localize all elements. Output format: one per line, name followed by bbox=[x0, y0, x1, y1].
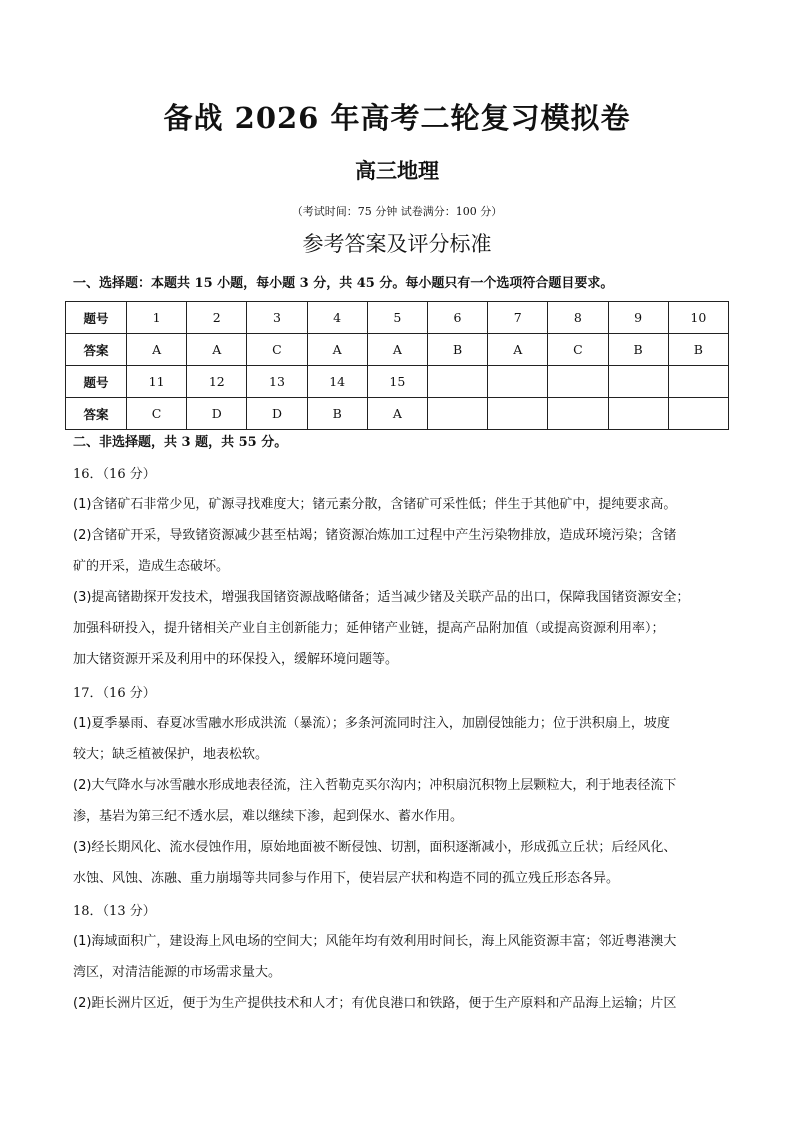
table-row bbox=[66, 302, 729, 334]
table-cell: A bbox=[187, 334, 247, 366]
row-label-question: 题号 bbox=[66, 366, 127, 398]
answer-line: (1)海域面积广，建设海上风电场的空间大；风能年均有效利用时间长，海上风能资源丰富；邻近粤港澳大 bbox=[73, 934, 677, 949]
answer-line: (2)含锗矿开采，导致锗资源减少甚至枯竭；锗资源冶炼加工过程中产生污染物排放，造成环境污染；含锗 bbox=[73, 528, 677, 543]
table-cell bbox=[668, 366, 728, 398]
row-label-answer: 答案 bbox=[66, 334, 127, 366]
table-cell: 15 bbox=[367, 366, 427, 398]
table-cell: 5 bbox=[367, 302, 427, 334]
table-row bbox=[66, 366, 729, 398]
table-cell: 6 bbox=[427, 302, 487, 334]
table-cell bbox=[427, 398, 487, 430]
table-cell: 10 bbox=[668, 302, 728, 334]
answer-line: (1)夏季暴雨、春夏冰雪融水形成洪流（暴流）；多条河流同时注入，加剧侵蚀能力；位于洪积扇上，坡度 bbox=[73, 716, 670, 731]
question-16-answer bbox=[73, 489, 733, 675]
table-cell: C bbox=[247, 334, 307, 366]
answer-line: 加强科研投入，提升锗相关产业自主创新能力；延伸锗产业链，提高产品附加值（或提高资源利用率）； bbox=[73, 621, 665, 636]
answer-line: 渗，基岩为第三纪不透水层，难以继续下渗，起到保水、蓄水作用。 bbox=[73, 809, 464, 824]
answer-line: (3)经长期风化、流水侵蚀作用，原始地面被不断侵蚀、切割，面积逐渐减小，形成孤立丘状；后经风化、 bbox=[73, 840, 677, 855]
answer-line: (2)距长洲片区近，便于为生产提供技术和人才；有优良港口和铁路，便于生产原料和产品海上运输；片区 bbox=[73, 996, 677, 1011]
table-cell bbox=[427, 366, 487, 398]
question-18-heading: 18．（13 分） bbox=[73, 904, 156, 919]
table-cell bbox=[608, 366, 668, 398]
table-cell: D bbox=[187, 398, 247, 430]
table-cell: 9 bbox=[608, 302, 668, 334]
table-cell: 8 bbox=[548, 302, 608, 334]
answer-line: 较大；缺乏植被保护，地表松软。 bbox=[73, 747, 269, 762]
question-18-answer bbox=[73, 926, 733, 1019]
table-cell: B bbox=[427, 334, 487, 366]
question-16-heading: 16．（16 分） bbox=[73, 467, 156, 482]
table-cell: C bbox=[127, 398, 187, 430]
answer-line: 矿的开采，造成生态破坏。 bbox=[73, 559, 230, 574]
table-cell bbox=[488, 398, 548, 430]
table-cell: 12 bbox=[187, 366, 247, 398]
question-17-answer bbox=[73, 708, 733, 894]
answer-line: 湾区，对清洁能源的市场需求量大。 bbox=[73, 965, 282, 980]
table-cell bbox=[548, 398, 608, 430]
table-cell: A bbox=[127, 334, 187, 366]
table-cell bbox=[488, 366, 548, 398]
question-17-heading: 17．（16 分） bbox=[73, 686, 156, 701]
answer-line: 加大锗资源开采及利用中的环保投入，缓解环境问题等。 bbox=[73, 652, 399, 667]
table-cell bbox=[668, 398, 728, 430]
table-row bbox=[66, 334, 729, 366]
table-cell: A bbox=[488, 334, 548, 366]
answer-table bbox=[65, 301, 729, 430]
table-cell: 2 bbox=[187, 302, 247, 334]
table-cell: C bbox=[548, 334, 608, 366]
table-cell: A bbox=[307, 334, 367, 366]
row-label-answer: 答案 bbox=[66, 398, 127, 430]
table-cell: B bbox=[668, 334, 728, 366]
table-cell: B bbox=[608, 334, 668, 366]
table-cell: 1 bbox=[127, 302, 187, 334]
table-cell: D bbox=[247, 398, 307, 430]
document-title: 备战 2026 年高考二轮复习模拟卷 bbox=[163, 101, 631, 135]
row-label-question: 题号 bbox=[66, 302, 127, 334]
table-cell: 13 bbox=[247, 366, 307, 398]
table-cell: 11 bbox=[127, 366, 187, 398]
answer-line: (1)含锗矿石非常少见，矿源寻找难度大；锗元素分散，含锗矿可采性低；伴生于其他矿中，提纯要求高。 bbox=[73, 497, 677, 512]
answer-line: (2)大气降水与冰雪融水形成地表径流，注入哲勒克买尔沟内；冲积扇沉积物上层颗粒大，利于地表径流下 bbox=[73, 778, 677, 793]
table-cell: 4 bbox=[307, 302, 367, 334]
section-1-heading: 一、选择题：本题共 15 小题，每小题 3 分，共 45 分。每小题只有一个选项符合题目要求。 bbox=[73, 276, 614, 291]
exam-info: （考试时间：75 分钟 试卷满分：100 分） bbox=[291, 205, 503, 218]
table-cell: 3 bbox=[247, 302, 307, 334]
answer-heading: 参考答案及评分标准 bbox=[302, 232, 492, 256]
table-cell: A bbox=[367, 398, 427, 430]
table-cell: 7 bbox=[488, 302, 548, 334]
subject-title: 高三地理 bbox=[355, 158, 439, 183]
table-cell: A bbox=[367, 334, 427, 366]
answer-line: (3)提高锗勘探开发技术，增强我国锗资源战略储备；适当减少锗及关联产品的出口，保障我国锗资源安全； bbox=[73, 590, 690, 605]
table-cell bbox=[608, 398, 668, 430]
answer-line: 水蚀、风蚀、冻融、重力崩塌等共同参与作用下，使岩层产状和构造不同的孤立残丘形态各异。 bbox=[73, 871, 620, 886]
table-row bbox=[66, 398, 729, 430]
table-cell bbox=[548, 366, 608, 398]
section-2-heading: 二、非选择题，共 3 题，共 55 分。 bbox=[73, 435, 288, 450]
table-cell: 14 bbox=[307, 366, 367, 398]
table-cell: B bbox=[307, 398, 367, 430]
